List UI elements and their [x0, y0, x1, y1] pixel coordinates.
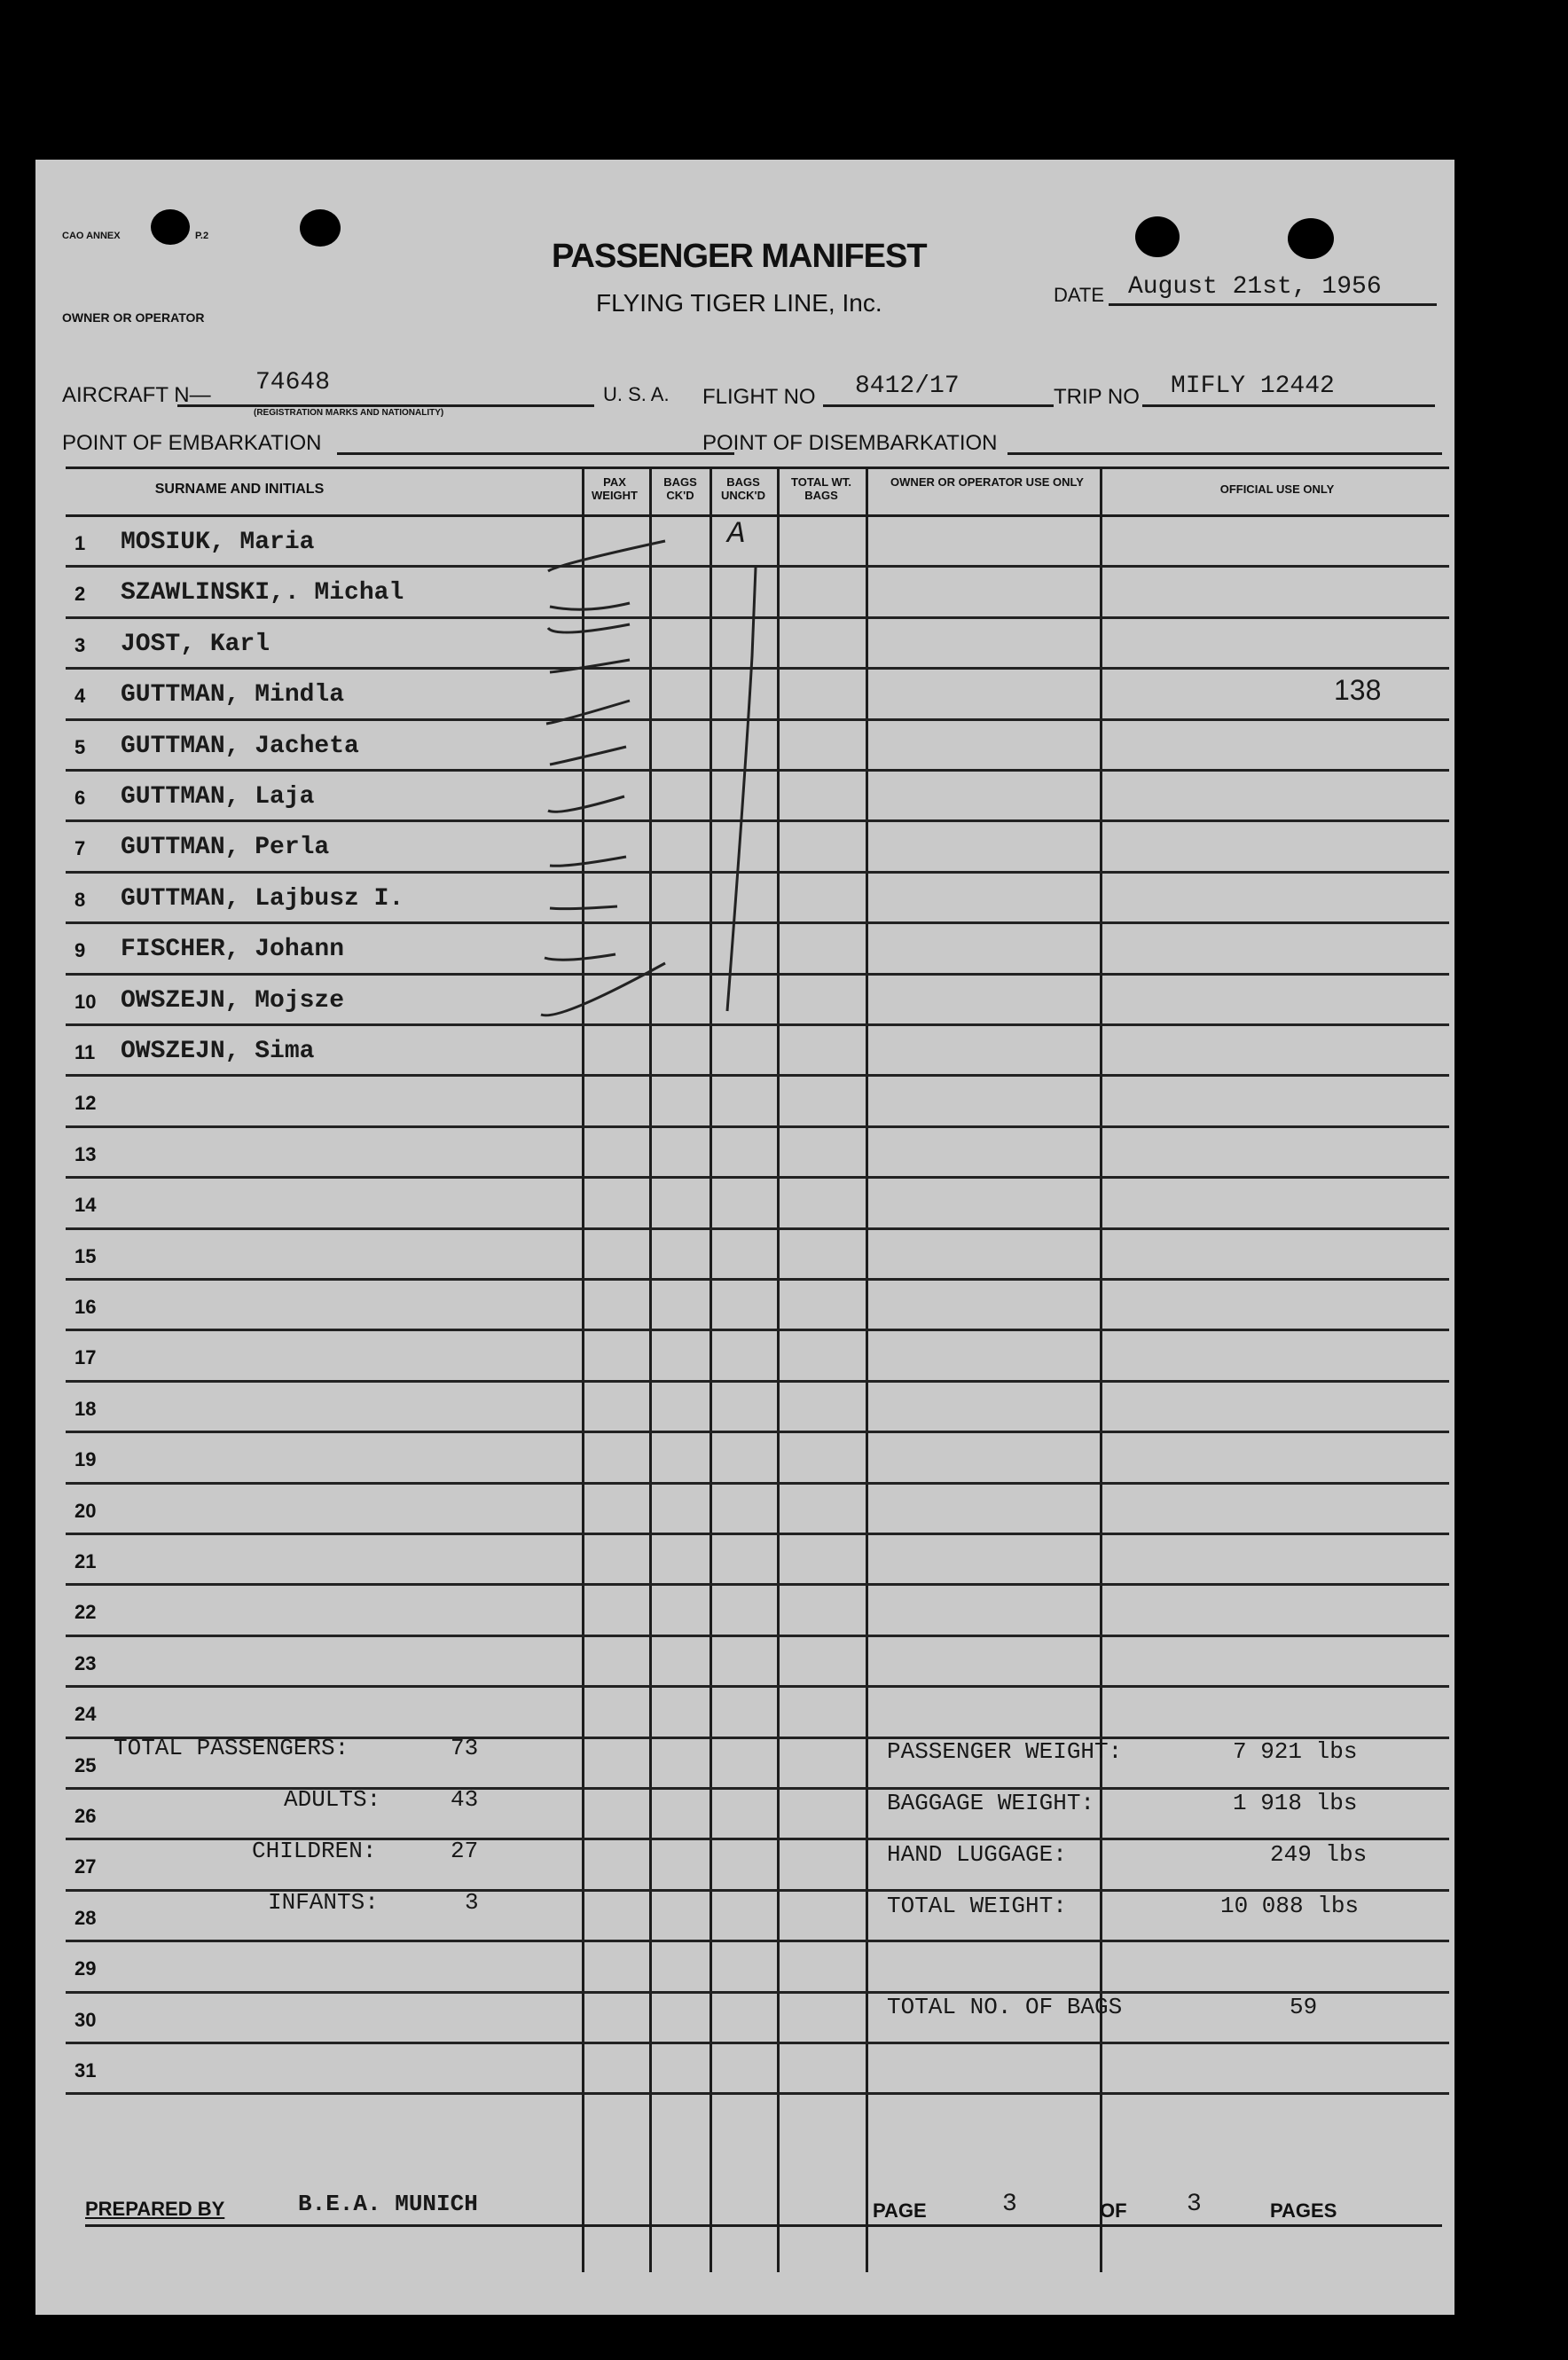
passenger-name: OWSZEJN, Sima [121, 1038, 315, 1065]
row-number: 30 [74, 2008, 97, 2031]
baggage-weight-value: 1 918 lbs [1233, 1790, 1358, 1816]
flight-label: FLIGHT NO [702, 385, 816, 409]
registration-note: (REGISTRATION MARKS AND NATIONALITY) [254, 408, 444, 418]
row-number: 19 [74, 1448, 97, 1471]
aircraft-label: AIRCRAFT N— [62, 383, 211, 407]
row-divider [66, 1533, 1449, 1535]
punch-hole [300, 209, 341, 247]
row-number: 8 [74, 888, 86, 911]
date-label: DATE [1054, 284, 1105, 306]
bags-mark: A [727, 518, 746, 552]
col-bags-ckd: BAGS CK'D [663, 475, 697, 502]
total-passengers-label: TOTAL PASSENGERS: [114, 1735, 349, 1761]
operator-name: FLYING TIGER LINE, Inc. [596, 289, 882, 317]
aircraft-underline [177, 404, 594, 407]
col-pax-weight: PAX WEIGHT [592, 475, 638, 502]
row-number: 16 [74, 1296, 97, 1318]
row-number: 18 [74, 1397, 97, 1420]
passenger-name: OWSZEJN, Mojsze [121, 986, 345, 1015]
row-divider [66, 1583, 1449, 1586]
row-number: 10 [74, 990, 97, 1013]
owner-operator-label: OWNER OR OPERATOR [62, 310, 205, 325]
prepared-by-label: PREPARED BY [85, 2198, 225, 2220]
passenger-weight-label: PASSENGER WEIGHT: [887, 1738, 1123, 1765]
adults-label: ADULTS: [284, 1786, 381, 1813]
flight-underline [823, 404, 1054, 407]
footer-underline [85, 2224, 1442, 2227]
adults-value: 43 [451, 1786, 479, 1813]
row-divider [66, 1431, 1449, 1433]
flight-value: 8412/17 [855, 372, 960, 400]
punch-hole [151, 209, 190, 245]
row-number: 7 [74, 837, 86, 860]
aircraft-value: 74648 [255, 369, 331, 396]
date-value: August 21st, 1956 [1128, 273, 1382, 301]
hand-luggage-label: HAND LUGGAGE: [887, 1841, 1067, 1868]
total-weight-value: 10 088 lbs [1220, 1893, 1360, 1919]
row-number: 6 [74, 787, 86, 809]
row-number: 21 [74, 1550, 97, 1572]
passenger-name: GUTTMAN, Laja [121, 783, 315, 811]
row-divider [66, 1685, 1449, 1688]
row-number: 9 [74, 939, 86, 962]
infants-label: INFANTS: [268, 1889, 379, 1916]
row-divider [66, 1940, 1449, 1942]
table-top-border [66, 467, 1449, 469]
row-number: 31 [74, 2059, 97, 2082]
children-label: CHILDREN: [252, 1838, 377, 1864]
passenger-name: GUTTMAN, Perla [121, 834, 330, 862]
punch-hole [1288, 218, 1334, 259]
trip-value: MIFLY 12442 [1171, 372, 1335, 400]
punch-hole [1135, 216, 1180, 257]
total-bags-value: 59 [1290, 1994, 1318, 2020]
total-weight-label: TOTAL WEIGHT: [887, 1893, 1067, 1919]
row-number: 27 [74, 1855, 97, 1878]
col-official-use: OFFICIAL USE ONLY [1219, 482, 1335, 496]
row-number: 20 [74, 1499, 97, 1522]
prepared-by-value: B.E.A. MUNICH [298, 2191, 478, 2217]
embark-label: POINT OF EMBARKATION [62, 431, 322, 455]
row-number: 12 [74, 1092, 97, 1115]
baggage-weight-label: BAGGAGE WEIGHT: [887, 1790, 1095, 1816]
pages-value: 3 [1187, 2191, 1202, 2218]
row-number: 25 [74, 1753, 97, 1776]
passenger-name: JOST, Karl [121, 630, 270, 658]
page-title: PASSENGER MANIFEST [552, 238, 927, 275]
date-underline [1109, 303, 1437, 306]
row-number: 15 [74, 1244, 97, 1267]
passenger-name: MOSIUK, Maria [121, 529, 315, 556]
hand-luggage-value: 249 lbs [1270, 1841, 1368, 1868]
col-bags-unckd: BAGS UNCK'D [720, 475, 766, 502]
row-divider [66, 1227, 1449, 1230]
row-divider [66, 1278, 1449, 1281]
bags-unckd-line [718, 514, 772, 1082]
passenger-name: SZAWLINSKI,. Michal [121, 579, 404, 608]
row-divider [66, 1125, 1449, 1128]
row-divider [66, 1380, 1449, 1383]
infants-value: 3 [465, 1889, 479, 1916]
row-divider [66, 1991, 1449, 1994]
passenger-name: FISCHER, Johann [121, 936, 345, 964]
row-number: 14 [74, 1194, 97, 1217]
pages-label: PAGES [1270, 2199, 1337, 2222]
cao-annex: CAO ANNEX [62, 231, 121, 241]
row-number: 28 [74, 1906, 97, 1929]
pax-checkmarks [532, 514, 745, 2164]
official-note: 138 [1334, 674, 1382, 706]
row-number: 5 [74, 735, 86, 758]
col-total-wt: TOTAL WT. BAGS [791, 475, 851, 502]
trip-underline [1142, 404, 1435, 407]
col-divider [866, 467, 868, 2272]
row-number: 13 [74, 1142, 97, 1165]
total-bags-label: TOTAL NO. OF BAGS [887, 1994, 1123, 2020]
trip-label: TRIP NO [1054, 385, 1140, 409]
row-divider [66, 1482, 1449, 1485]
row-divider [66, 1176, 1449, 1179]
row-number: 4 [74, 685, 86, 708]
row-number: 3 [74, 633, 86, 656]
row-number: 22 [74, 1601, 97, 1624]
cao-page: P.2 [195, 231, 209, 241]
row-number: 23 [74, 1651, 97, 1674]
row-number: 26 [74, 1805, 97, 1827]
passenger-weight-value: 7 921 lbs [1233, 1738, 1358, 1765]
usa-label: U. S. A. [603, 383, 670, 405]
row-number: 1 [74, 532, 86, 554]
of-label: OF [1100, 2199, 1127, 2222]
manifest-sheet [35, 160, 1454, 2315]
row-divider [66, 1329, 1449, 1331]
row-divider [66, 2092, 1449, 2095]
row-number: 24 [74, 1703, 97, 1726]
passenger-name: GUTTMAN, Jacheta [121, 732, 359, 760]
row-number: 2 [74, 583, 86, 606]
row-divider [66, 2042, 1449, 2044]
row-number: 11 [74, 1041, 96, 1063]
disembark-underline [1007, 452, 1442, 455]
children-value: 27 [451, 1838, 479, 1864]
col-surname: SURNAME AND INITIALS [154, 482, 325, 497]
col-divider [777, 467, 780, 2272]
embark-underline [337, 452, 734, 455]
page-value: 3 [1002, 2191, 1017, 2218]
page-label: PAGE [873, 2199, 927, 2222]
total-passengers-value: 73 [451, 1735, 479, 1761]
passenger-name: GUTTMAN, Lajbusz I. [121, 884, 404, 913]
col-owner-use: OWNER OR OPERATOR USE ONLY [890, 475, 1084, 489]
row-divider [66, 1635, 1449, 1637]
row-number: 29 [74, 1957, 97, 1980]
disembark-label: POINT OF DISEMBARKATION [702, 431, 998, 455]
row-number: 17 [74, 1346, 97, 1369]
passenger-name: GUTTMAN, Mindla [121, 681, 345, 710]
